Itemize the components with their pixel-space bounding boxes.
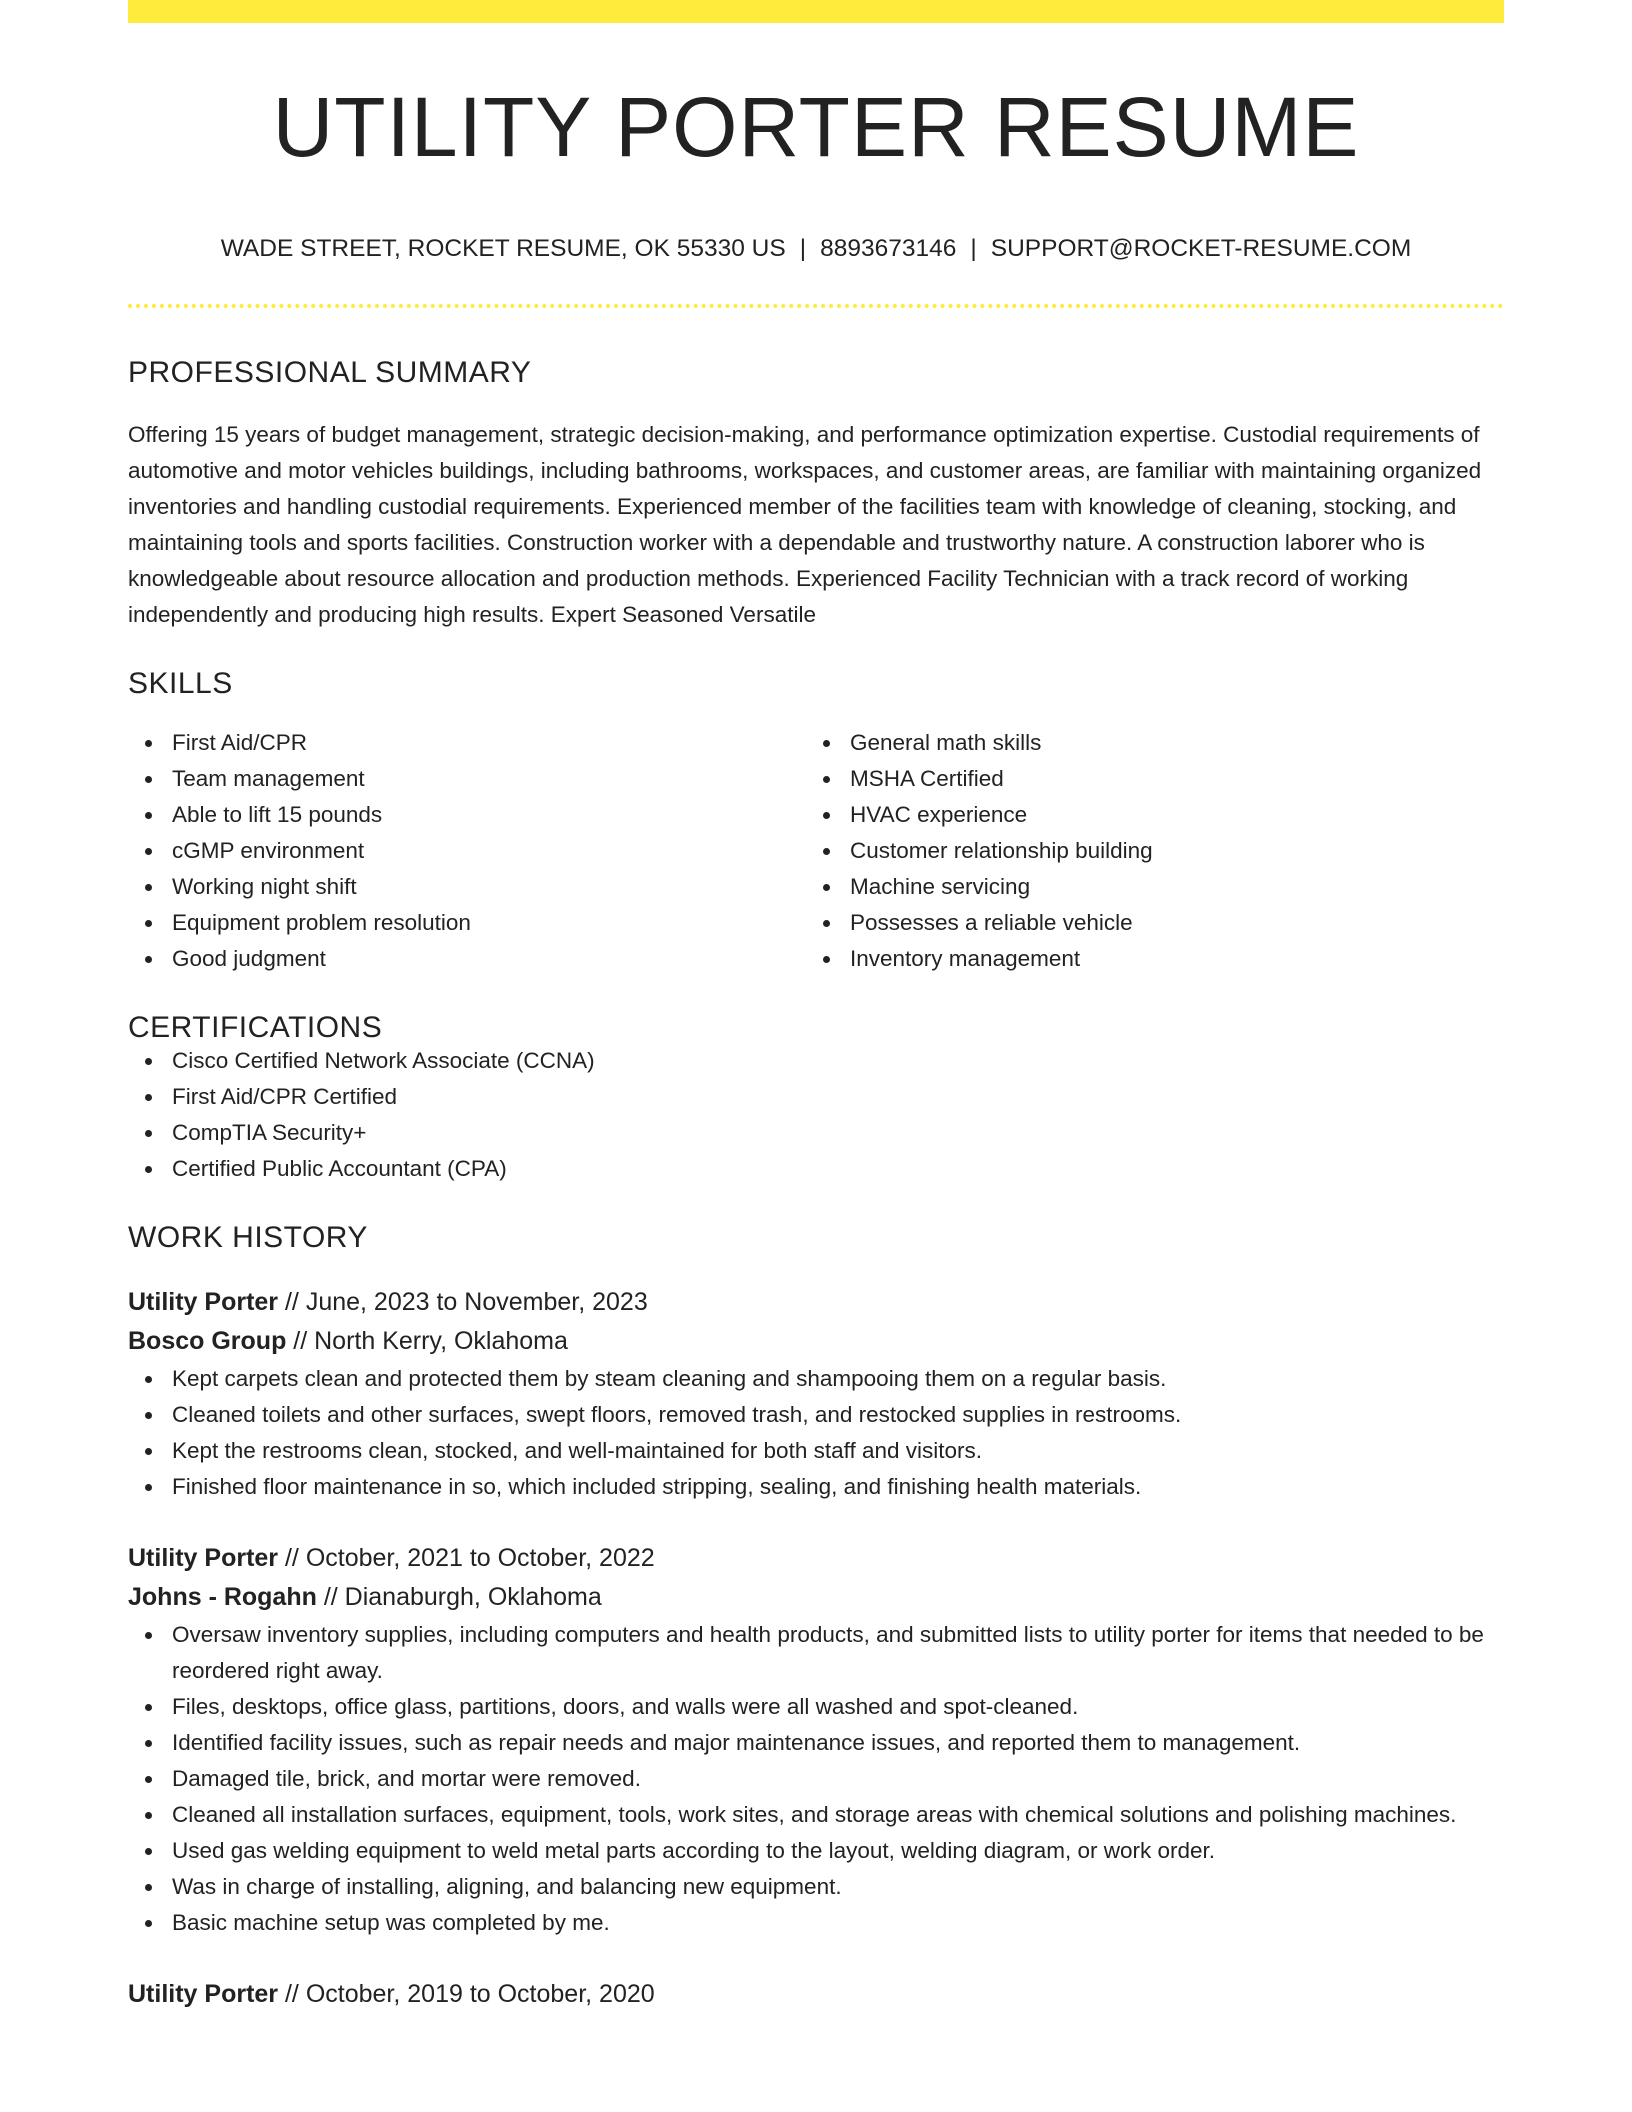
skill-item: Equipment problem resolution [128,905,806,941]
job-dates: // October, 2021 to October, 2022 [278,1543,655,1572]
contact-separator: | [970,235,977,262]
skills-columns [128,725,1504,977]
skill-item: Inventory management [806,941,1484,977]
job-dates: // October, 2019 to October, 2020 [278,1979,655,2008]
job-company: Johns - Rogahn [128,1582,317,1611]
contact-email: SUPPORT@ROCKET-RESUME.COM [990,235,1412,262]
contact-line [128,237,1504,262]
skill-item: Customer relationship building [806,833,1484,869]
job-title: Utility Porter [128,1543,279,1572]
skill-item: HVAC experience [806,797,1484,833]
job-entry [128,1539,1504,1941]
job-duty-item: Files, desktops, office glass, partitions, doors, and walls were all washed and spot-cleaned. [128,1689,1504,1725]
summary-heading: PROFESSIONAL SUMMARY [128,355,532,389]
job-title: Utility Porter [128,1287,279,1316]
job-title-line [128,1975,1504,2014]
job-duty-item: Damaged tile, brick, and mortar were removed. [128,1761,1504,1797]
skills-column-left [128,725,806,977]
job-title: Utility Porter [128,1979,279,2008]
skill-item: Good judgment [128,941,806,977]
job-company-line [128,1322,1504,1361]
skill-item: MSHA Certified [806,761,1484,797]
resume-title: UTILITY PORTER RESUME [272,80,1360,174]
job-duty-item: Identified facility issues, such as repair needs and major maintenance issues, and reported them to management. [128,1725,1504,1761]
job-duty-item: Basic machine setup was completed by me. [128,1905,1504,1941]
certifications-heading: CERTIFICATIONS [128,1010,383,1044]
job-location: // Dianaburgh, Oklahoma [316,1582,602,1611]
certifications-list [128,1043,1504,1187]
skill-item: cGMP environment [128,833,806,869]
contact-phone: 8893673146 [820,235,957,262]
job-duty-item: Cleaned toilets and other surfaces, swept floors, removed trash, and restocked supplies in restrooms. [128,1397,1504,1433]
job-duty-item: Was in charge of installing, aligning, and balancing new equipment. [128,1869,1504,1905]
dotted-divider [128,304,1504,308]
job-duty-item: Kept the restrooms clean, stocked, and well-maintained for both staff and visitors. [128,1433,1504,1469]
job-title-line [128,1283,1504,1322]
job-duties-list [128,1617,1504,1941]
skill-item: Team management [128,761,806,797]
certification-item: Certified Public Accountant (CPA) [128,1151,1504,1187]
skill-item: General math skills [806,725,1484,761]
job-duty-item: Used gas welding equipment to weld metal parts according to the layout, welding diagram, or work order. [128,1833,1504,1869]
job-company: Bosco Group [128,1326,287,1355]
skills-column-right [806,725,1484,977]
skill-item: Machine servicing [806,869,1484,905]
skill-item: Possesses a reliable vehicle [806,905,1484,941]
skill-item: Working night shift [128,869,806,905]
job-duties-list [128,1361,1504,1505]
job-location: // North Kerry, Oklahoma [286,1326,568,1355]
summary-text: Offering 15 years of budget management, strategic decision-making, and performance optimization expertise. Custodial requirements of automotive and motor vehicles buildings, including bathrooms, workspaces, and customer areas, are familiar with maintaining organized inventories and handling custodial requirements. Experienced member of the facilities team with knowledge of cleaning, stocking, and maintaining tools and sports facilities. Construction worker with a dependable and trustworthy nature. A construction laborer who is knowledgeable about resource allocation and production methods. Experienced Facility Technician with a track record of working independently and producing high results. Expert Seasoned Versatile [128,421,1482,627]
job-entry [128,1975,1504,2014]
certification-item: First Aid/CPR Certified [128,1079,1504,1115]
job-duty-item: Kept carpets clean and protected them by steam cleaning and shampooing them on a regular basis. [128,1361,1504,1397]
job-entry [128,1283,1504,1505]
contact-address: WADE STREET, ROCKET RESUME, OK 55330 US [220,235,786,262]
certification-item: CompTIA Security+ [128,1115,1504,1151]
accent-bar [128,0,1504,23]
skills-list-left [128,725,806,977]
job-title-line [128,1539,1504,1578]
job-company-line [128,1578,1504,1617]
certification-item: Cisco Certified Network Associate (CCNA) [128,1043,1504,1079]
skill-item: First Aid/CPR [128,725,806,761]
skill-item: Able to lift 15 pounds [128,797,806,833]
job-duty-item: Cleaned all installation surfaces, equipment, tools, work sites, and storage areas with chemical solutions and polishing machines. [128,1797,1504,1833]
skills-list-right [806,725,1484,977]
resume-page [128,0,1504,2014]
contact-separator: | [799,235,807,262]
skills-heading: SKILLS [128,666,233,700]
work-history-heading: WORK HISTORY [128,1220,368,1254]
job-duty-item: Finished floor maintenance in so, which included stripping, sealing, and finishing health materials. [128,1469,1504,1505]
job-duty-item: Oversaw inventory supplies, including computers and health products, and submitted lists to utility porter for items that needed to be reordered right away. [128,1617,1504,1689]
job-dates: // June, 2023 to November, 2023 [278,1287,648,1316]
